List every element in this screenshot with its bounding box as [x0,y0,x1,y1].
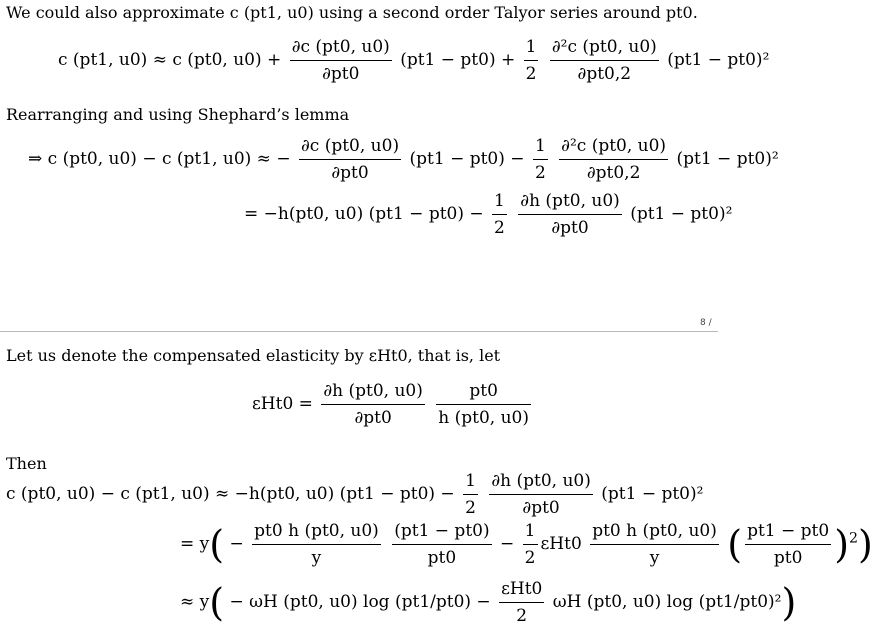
eq5-fraction-b: $\frac{(pt1 - pt0)}{pt0}$ [394,521,490,568]
def-fraction-ratio: $\frac{pt0}{h (pt0, u0)}$ [438,381,529,428]
equation-budget-share [180,578,796,627]
eq5-fraction-d: $\frac{pt1 - pt0}{pt0}$ [747,521,830,568]
eq5-close-paren: ) [858,522,873,567]
rearranging-text: Rearranging and using Shephard’s lemma [6,105,350,124]
def-lhs: εHt0 = [252,394,313,414]
eq1-tail: (pt1 − pt0)² [667,50,770,70]
eq2-tail: (pt1 − pt0)² [676,149,779,169]
eq2-fraction-first-derivative: $\frac{\partial c (pt0, u0)}{\partial pt0}$ [301,136,400,183]
page-number: 8 / [700,318,712,328]
equation-shephard [244,190,732,239]
eq5-half: $\frac{1}{2}$ [524,521,536,568]
equation-taylor [58,36,769,85]
top-intro-text: We could also approximate c (pt1, u0) using a second order Talyor series around pt0. [6,3,698,22]
eq3-fraction-hicksian: $\frac{\partial h (pt0, u0)}{\partial pt0}$ [520,191,620,238]
eq3-half: $\frac{1}{2}$ [494,191,505,238]
eq5-open-paren: ( [209,522,225,567]
eq5-minus: − [229,534,244,554]
equation-elasticity-definition [252,380,534,429]
eq2-mid: (pt1 − pt0) − [409,149,525,169]
then-text: Then [6,454,47,473]
eq5-minus2: − [500,534,515,554]
eq5-fraction-c: $\frac{pt0 h (pt0, u0)}{y}$ [592,521,717,568]
eq5-fraction-a: $\frac{pt0 h (pt0, u0)}{y}$ [254,521,379,568]
eq4-tail: (pt1 − pt0)² [601,484,704,504]
eq2-lhs: ⇒ c (pt0, u0) − c (pt1, u0) ≈ − [28,149,291,169]
eq5-epsilon: εHt0 [540,534,582,554]
eq6-body: − ωH (pt0, u0) log (pt1/pt0) − [229,592,491,612]
eq1-half: $\frac{1}{2}$ [525,37,537,84]
eq4-half: $\frac{1}{2}$ [465,471,476,518]
eq1-mid: (pt1 − pt0) + [400,50,516,70]
eq1-fraction-first-derivative: $\frac{\partial c (pt0, u0)}{\partial pt0}$ [291,37,390,84]
eq5-inner-open-paren: ( [727,522,743,567]
eq3-tail: (pt1 − pt0)² [630,204,733,224]
eq3-lhs: = −h(pt0, u0) (pt1 − pt0) − [244,204,484,224]
equation-expenditure-share [180,520,873,569]
eq2-half: $\frac{1}{2}$ [534,136,546,183]
eq2-fraction-second-derivative: $\frac{\text{∂²c (pt0, u0)}}{\partial pt0,2}$ [561,136,667,183]
eq6-lhs: ≈ y [180,592,210,612]
def-fraction-derivative: $\frac{\partial h (pt0, u0)}{\partial pt0}$ [323,381,423,428]
eq6-close-paren: ) [781,580,797,625]
equation-rearranged [28,135,779,184]
eq1-lhs: c (pt1, u0) ≈ c (pt0, u0) + [58,50,282,70]
eq4-fraction-hicksian: $\frac{\partial h (pt0, u0)}{\partial pt0}$ [491,471,591,518]
slide-divider [0,331,718,332]
eq6-open-paren: ( [209,580,225,625]
eq5-square: 2 [849,530,859,547]
eq4-lhs: c (pt0, u0) − c (pt1, u0) ≈ −h(pt0, u0) (pt1 − pt0) − [6,484,455,504]
eq5-inner-close-paren: ) [834,522,850,567]
bottom-intro-text: Let us denote the compensated elasticity by εHt0, that is, let [6,346,501,365]
eq5-lhs: = y [180,534,210,554]
eq6-fraction-epsilon: $\frac{\text{εHt0}}{2}$ [501,579,543,626]
eq1-fraction-second-derivative: $\frac{\text{∂²c (pt0, u0)}}{\partial pt0,2}$ [551,37,657,84]
equation-cost-difference [6,470,703,519]
eq6-tail: ωH (pt0, u0) log (pt1/pt0)² [552,592,782,612]
